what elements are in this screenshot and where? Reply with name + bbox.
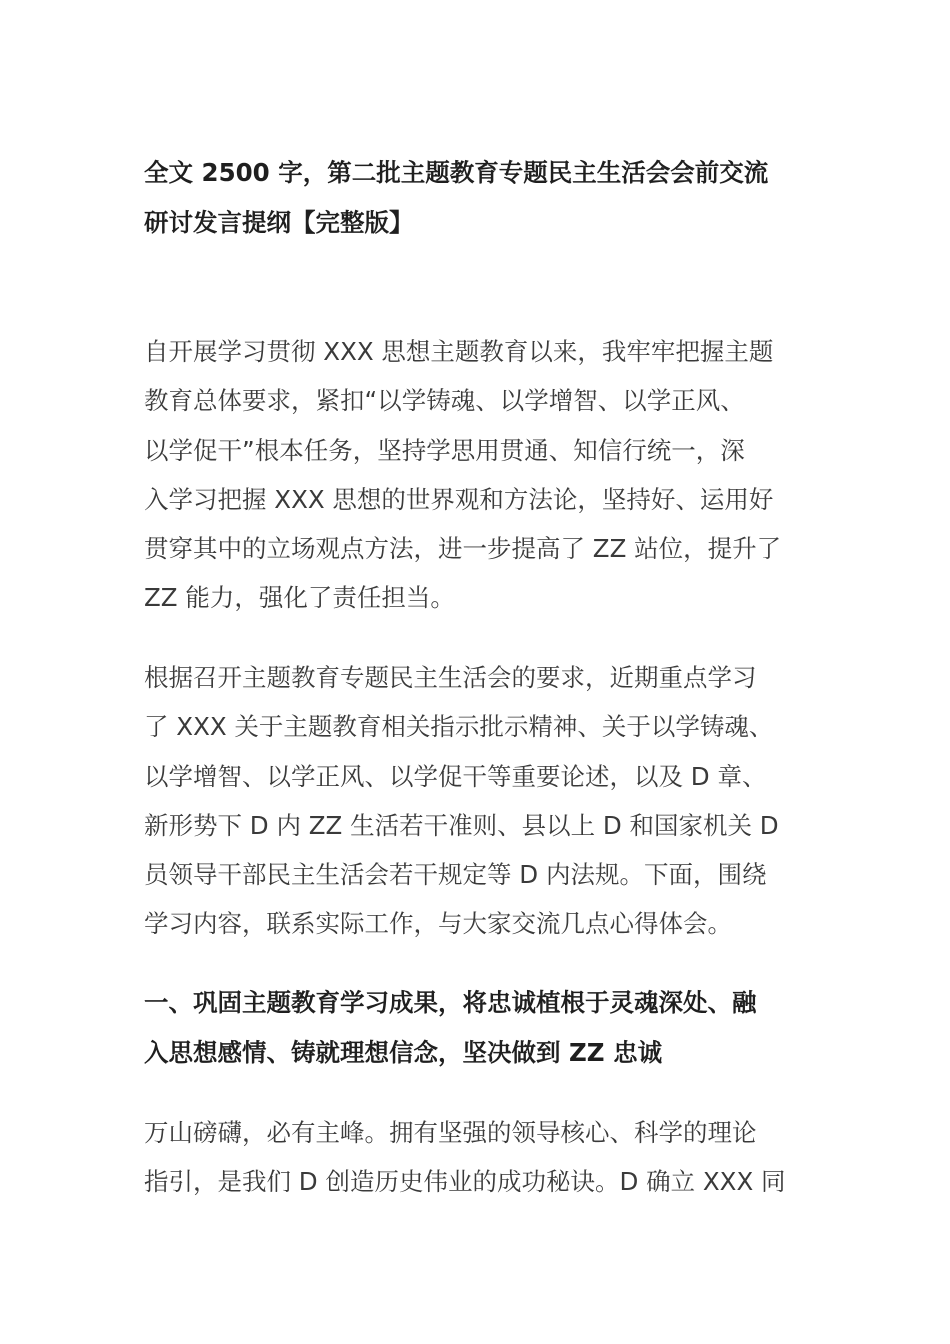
paragraph-line: 入学习把握 XXX 思想的世界观和方法论，坚持好、运用好	[144, 484, 774, 514]
paragraph-line: 教育总体要求，紧扣“以学铸魂、以学增智、以学正风、	[144, 386, 745, 416]
paragraph-section-1	[144, 1108, 786, 1207]
paragraph-line: 以学增智、以学正风、以学促干等重要论述，以及 D 章、	[144, 761, 767, 791]
title-line: 全文 2500 字，第二批主题教育专题民主生活会会前交流	[144, 158, 769, 187]
paragraph-line: 了 XXX 关于主题教育相关指示批示精神、关于以学铸魂、	[144, 712, 774, 742]
paragraph-line: 员领导干部民主生活会若干规定等 D 内法规。下面，围绕	[144, 860, 767, 890]
paragraph-line: ZZ 能力，强化了责任担当。	[144, 583, 455, 613]
paragraph-line: 自开展学习贯彻 XXX 思想主题教育以来，我牢牢把握主题	[144, 337, 774, 366]
paragraph-line: 指引，是我们 D 创造历史伟业的成功秘诀。D 确立 XXX 同	[144, 1167, 786, 1197]
paragraph-line: 学习内容，联系实际工作，与大家交流几点心得体会。	[144, 909, 732, 939]
paragraph-intro	[144, 327, 781, 623]
paragraph-line: 万山磅礴，必有主峰。拥有坚强的领导核心、科学的理论	[144, 1118, 757, 1147]
paragraph-line: 根据召开主题教育专题民主生活会的要求，近期重点学习	[144, 663, 757, 692]
paragraph-line: 贯穿其中的立场观点方法，进一步提高了 ZZ 站位，提升了	[144, 534, 782, 564]
title-line: 研讨发言提纲【完整版】	[144, 208, 414, 237]
paragraph-line: 新形势下 D 内 ZZ 生活若干准则、县以上 D 和国家机关 D	[144, 810, 779, 840]
paragraph-line: 以学促干”根本任务，坚持学思用贯通、知信行统一，深	[144, 435, 745, 465]
document-body	[144, 148, 808, 1197]
section-heading-1	[144, 978, 757, 1078]
document-title	[144, 148, 808, 248]
paragraph-study	[144, 653, 779, 949]
heading-line: 一、巩固主题教育学习成果，将忠诚植根于灵魂深处、融	[144, 988, 757, 1017]
heading-line: 入思想感情、铸就理想信念，坚决做到 ZZ 忠诚	[144, 1038, 663, 1067]
